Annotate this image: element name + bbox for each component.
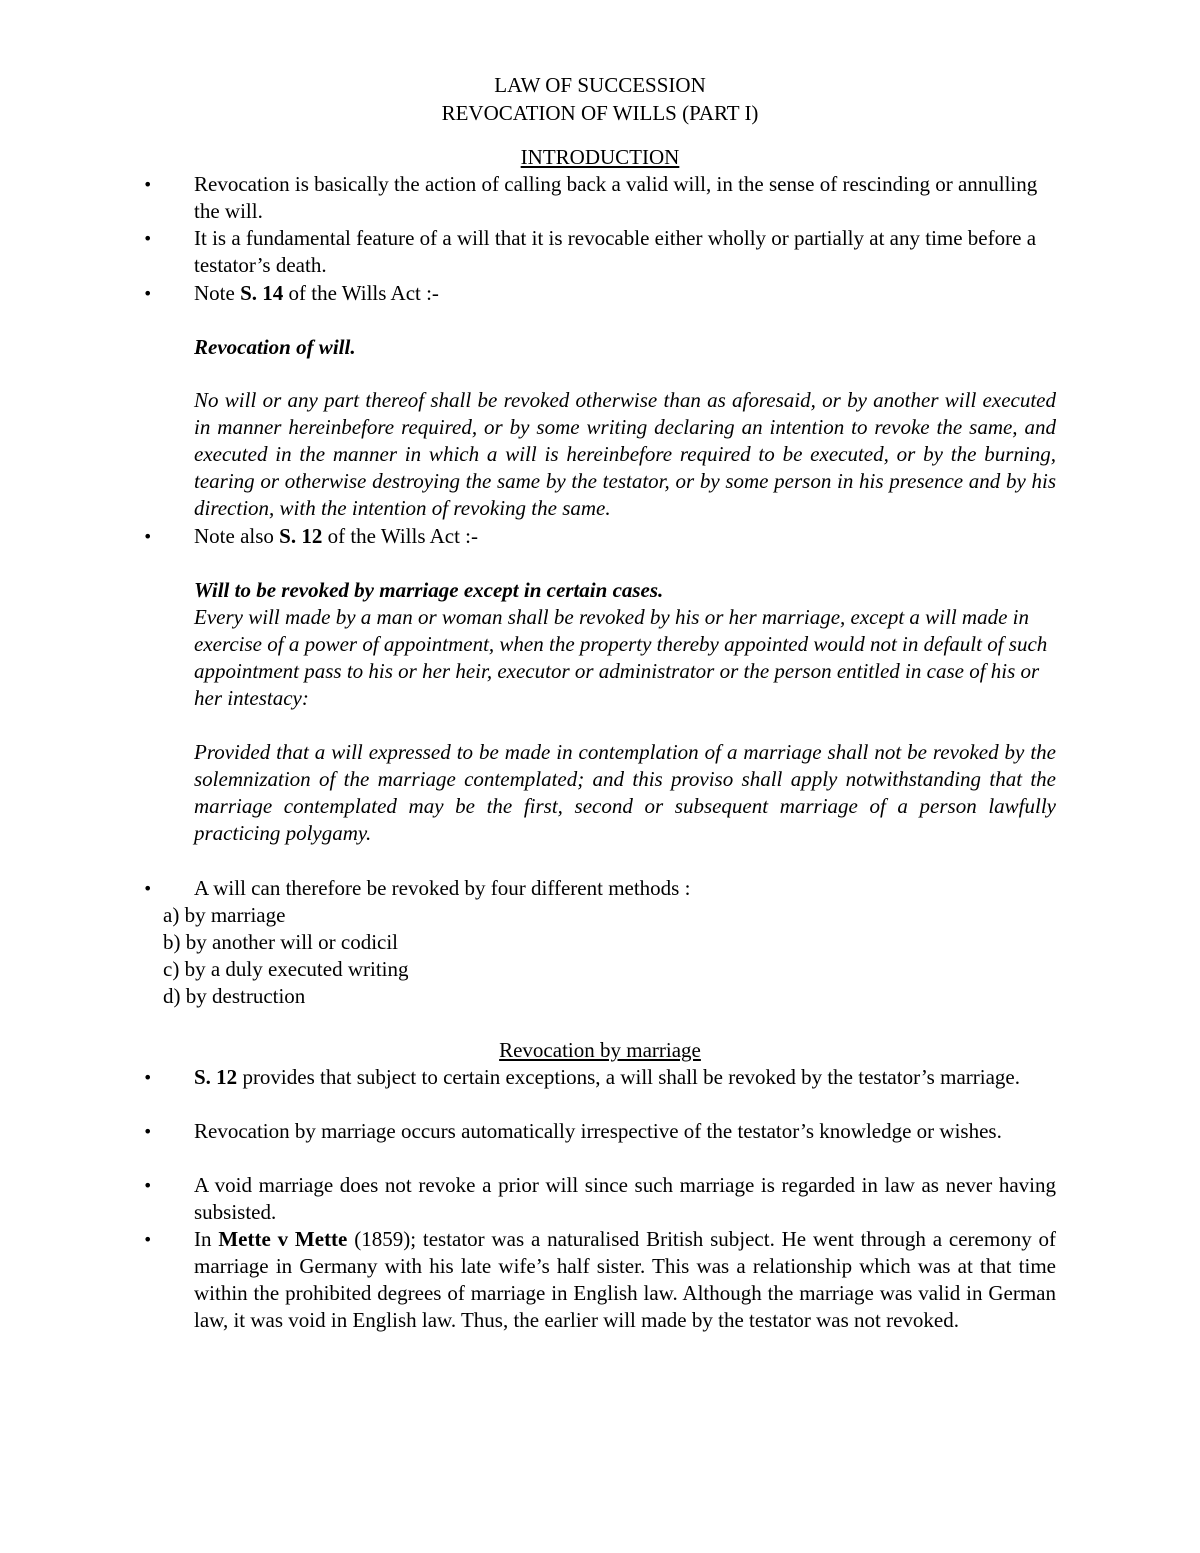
bullet-icon: • <box>143 527 153 546</box>
intro-bullet-3 <box>194 280 1056 307</box>
method-item: d) by destruction <box>163 984 306 1008</box>
text-run: of the Wills Act :- <box>283 281 439 305</box>
intro-bullet-1: Revocation is basically the action of calling back a valid will, in the sense of rescinding or annulling the will. <box>194 172 1038 223</box>
marriage-bullet-1 <box>194 1064 1056 1091</box>
section-heading-marriage: Revocation by marriage <box>499 1038 701 1062</box>
bullet-icon: • <box>143 1068 153 1087</box>
method-item: a) by marriage <box>163 903 286 927</box>
intro-bullet-4 <box>194 523 1056 550</box>
bullet-icon: • <box>143 1176 153 1195</box>
doc-title: LAW OF SUCCESSION <box>494 73 706 97</box>
statute-reference: S. 12 <box>279 524 323 548</box>
doc-subtitle: REVOCATION OF WILLS (PART I) <box>441 101 759 125</box>
bullet-icon: • <box>143 175 153 194</box>
bullet-icon: • <box>143 1230 153 1249</box>
s14-heading: Revocation of will. <box>194 335 356 359</box>
text-run: Note also <box>194 524 280 548</box>
bullet-icon: • <box>143 1122 153 1141</box>
marriage-bullet-3: A void marriage does not revoke a prior will since such marriage is regarded in law as never having subsisted. <box>194 1173 1056 1224</box>
section-heading-introduction: INTRODUCTION <box>520 145 680 169</box>
case-name: Mette v Mette <box>218 1227 348 1251</box>
s12-heading: Will to be revoked by marriage except in certain cases. <box>194 578 664 602</box>
method-item: b) by another will or codicil <box>163 930 399 954</box>
s12-text: Every will made by a man or woman shall be revoked by his or her marriage, except a will made in exercise of a power of appointment, when the property thereby appointed would not in default of such appointment pass to his or her heir, executor or administrator or the person entitled in case of his or her intestacy: <box>194 605 1048 710</box>
bullet-icon: • <box>143 879 153 898</box>
marriage-bullet-2: Revocation by marriage occurs automatically irrespective of the testator’s knowledge or wishes. <box>194 1119 1002 1143</box>
method-item: c) by a duly executed writing <box>163 957 409 981</box>
statute-reference: S. 12 <box>194 1065 238 1089</box>
text-run: In <box>194 1227 219 1251</box>
intro-bullet-5: A will can therefore be revoked by four different methods : <box>194 876 691 900</box>
statute-reference: S. 14 <box>240 281 284 305</box>
bullet-icon: • <box>143 284 153 303</box>
text-run: provides that subject to certain exceptions, a will shall be revoked by the testator’s marriage. <box>237 1065 1020 1089</box>
text-run: Note <box>194 281 241 305</box>
intro-bullet-2: It is a fundamental feature of a will that it is revocable either wholly or partially at any time before a testator’s death. <box>194 226 1037 277</box>
s12-proviso: Provided that a will expressed to be made in contemplation of a marriage shall not be revoked by the solemnization of the marriage contemplated; and this proviso shall apply notwithstanding that the marriage contemplated may be the first, second or subsequent marriage of a person lawfully practicing polygamy. <box>194 740 1056 845</box>
text-run: (1859); testator was a naturalised British subject. He went through a ceremony of marriage in Germany with his late wife’s half sister. This was a relationship which was at that time within the prohibited degrees of marriage in English law. Although the marriage was valid in German law, it was void in English law. Thus, the earlier will made by the testator was not revoked. <box>194 1227 1057 1332</box>
bullet-icon: • <box>143 229 153 248</box>
s14-text: No will or any part thereof shall be revoked otherwise than as aforesaid, or by another will executed in manner hereinbefore required, or by some writing declaring an intention to revoke the same, and executed in the manner in which a will is hereinbefore required to be executed, or by the burning, tearing or otherwise destroying the same by the testator, or by some person in his presence and by his direction, with the intention of revoking the same. <box>194 388 1056 520</box>
text-run: of the Wills Act :- <box>322 524 479 548</box>
marriage-bullet-4 <box>194 1226 1056 1334</box>
